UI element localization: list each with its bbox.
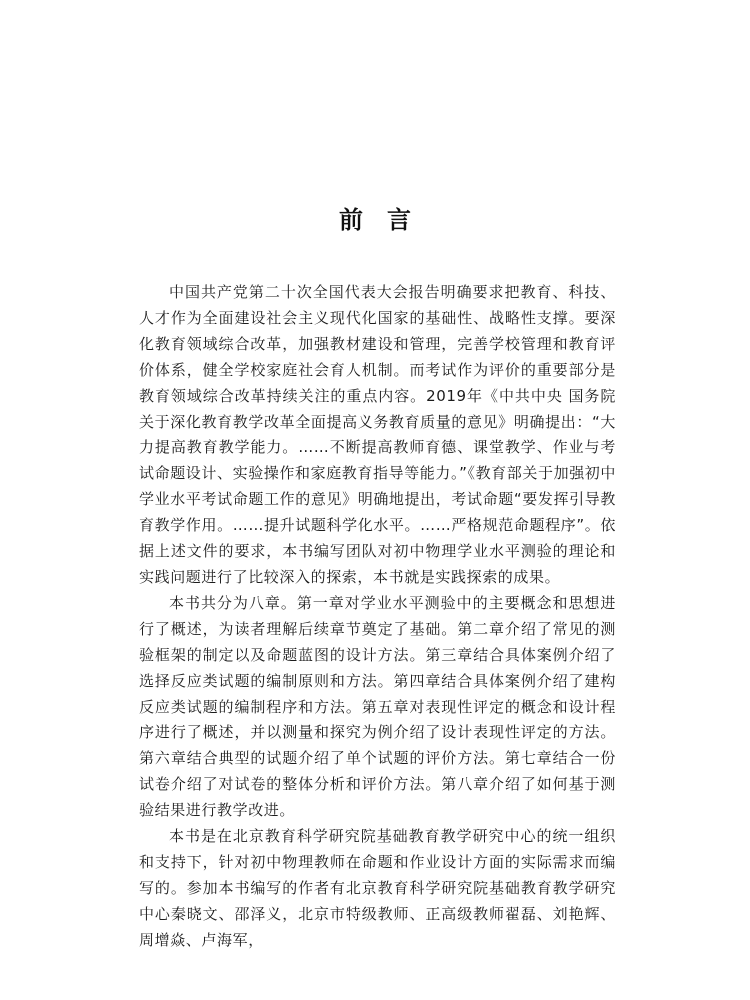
paragraph-1: 中国共产党第二十次全国代表大会报告明确要求把教育、科技、人才作为全面建设社会主义现代化国家的基础性、战略性支撑。要深化教育领域综合改革，加强教材建设和管理，完善学校管理和教育评价体系，健全学校家庭社会育人机制。而考试作为评价的重要部分是教育领域综合改革持续关注的重点内容。2019年《中共中央 国务院关于深化教育教学改革全面提高义务教育质量的意见》明确提出：“大力提高教育教学能力。……不断提高教师育德、课堂教学、作业与考试命题设计、实验操作和家庭教育指导等能力。”《教育部关于加强初中学业水平考试命题工作的意见》明确地提出，考试命题“要发挥引导教育教学作用。……提升试题科学化水平。……严格规范命题程序”。依据上述文件的要求，本书编写团队对初中物理学业水平测验的理论和实践问题进行了比较深入的探索，本书就是实践探索的成果。 xyxy=(139,283,616,586)
page-title: 前言 xyxy=(339,205,435,234)
paragraph-2: 本书共分为八章。第一章对学业水平测验中的主要概念和思想进行了概述，为读者理解后续章节奠定了基础。第二章介绍了常见的测验框架的制定以及命题蓝图的设计方法。第三章结合具体案例介绍了选择反应类试题的编制原则和方法。第四章结合具体案例介绍了建构反应类试题的编制程序和方法。第五章对表现性评定的概念和设计程序进行了概述，并以测量和探究为例介绍了设计表现性评定的方法。第六章结合典型的试题介绍了单个试题的评价方法。第七章结合一份试卷介绍了对试卷的整体分析和评价方法。第八章介绍了如何基于测验结果进行教学改进。 xyxy=(139,593,616,820)
body-text xyxy=(139,280,616,954)
paragraph-3: 本书是在北京教育科学研究院基础教育教学研究中心的统一组织和支持下，针对初中物理教师在命题和作业设计方面的实际需求而编写的。参加本书编写的作者有北京教育科学研究院基础教育教学研究中心秦晓文、邵泽义，北京市特级教师、正高级教师翟磊、刘艳辉、周增焱、卢海军， xyxy=(139,827,616,949)
